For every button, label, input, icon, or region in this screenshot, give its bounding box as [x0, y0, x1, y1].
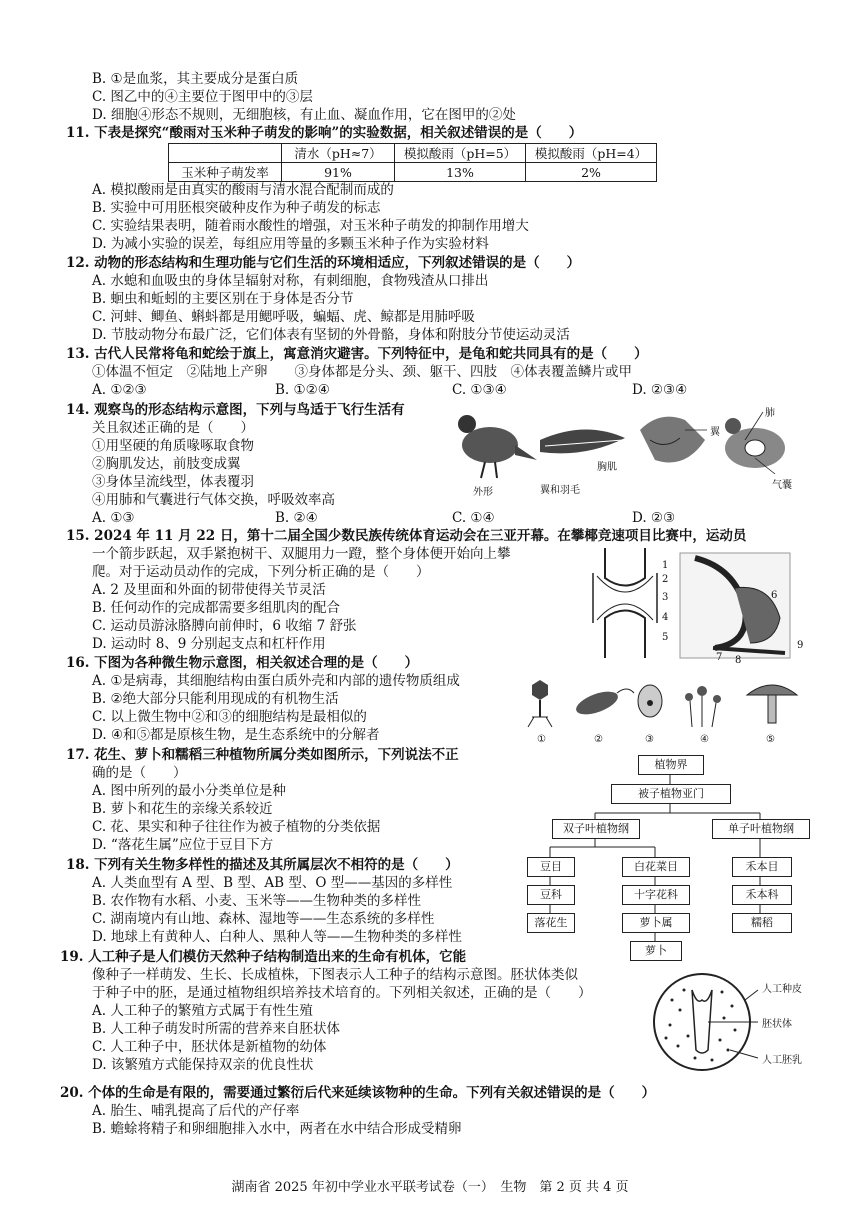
q16-option-d: D. ④和⑤都是原核生物，是生态系统中的分解者	[92, 727, 380, 743]
table-row-label: 玉米种子萌发率	[169, 163, 282, 182]
arm-label-7: 7	[716, 652, 723, 663]
q13-option-d: D. ②③④	[632, 382, 688, 398]
bacterium-icon	[573, 687, 634, 719]
q18-option-d: D. 地球上有黄种人、白种人、黑种人等——生物种类的多样性	[92, 929, 462, 945]
artificial-seed-figure	[650, 970, 760, 1080]
q13-option-a: A. ①②③	[92, 382, 147, 398]
q13-option-c: C. ①③④	[452, 382, 507, 398]
question-19: 19. 人工种子是人们模仿天然种子结构制造出来的生命有机体，它能	[60, 949, 467, 965]
table-header-cell: 模拟酸雨（pH=5）	[395, 144, 526, 163]
pigeon-outline-icon	[458, 415, 537, 478]
family-crucifer-box: 十字花科	[622, 885, 690, 905]
joint-arm-figure	[585, 548, 810, 663]
q17-option-c: C. 花、果实和种子往往作为被子植物的分类依据	[92, 819, 381, 835]
species-radish-box: 萝卜	[630, 941, 682, 961]
family-grass-box: 禾本科	[732, 885, 792, 905]
q19-option-b: B. 人工种子萌发时所需的营养来自胚状体	[92, 1021, 341, 1037]
q14-option-d: D. ②③	[632, 510, 676, 526]
q18-option-c: C. 湖南境内有山地、森林、湿地等——生态系统的多样性	[92, 911, 435, 927]
microbe-label-5: ⑤	[766, 734, 775, 745]
question-15-cont1: 一个箭步跃起，双手紧抱树干、双腿用力一蹬，整个身体便开始向上攀	[92, 546, 511, 562]
table-header-row	[169, 144, 657, 163]
q12-option-c: C. 河蚌、鲫鱼、蝌蚪都是用鳃呼吸，蝙蝠、虎、鲸都是用肺呼吸	[92, 309, 475, 325]
monocot-box: 单子叶植物纲	[712, 819, 810, 839]
q15-option-d: D. 运动时 8、9 分别起支点和杠杆作用	[92, 636, 326, 652]
lung-air-sac-icon	[725, 418, 785, 468]
glutinous-rice-box: 糯稻	[732, 913, 792, 933]
microbe-label-2: ②	[594, 734, 603, 745]
question-14-cont: 关且叙述正确的是（ ）	[92, 420, 254, 436]
question-17: 17. 花生、萝卜和糯稻三种植物所属分类如图所示，下列说法不正	[66, 747, 459, 763]
q11-option-a: A. 模拟酸雨是由真实的酸雨与清水混合配制而成的	[92, 182, 394, 198]
q14-statement-1: ①用坚硬的角质喙啄取食物	[92, 438, 254, 454]
q16-option-a: A. ①是病毒，其细胞结构由蛋白质外壳和内部的遗传物质组成	[92, 673, 460, 689]
joint-label-2: 2	[662, 574, 669, 585]
joint-label-1: 1	[662, 560, 669, 571]
q17-option-b: B. 萝卜和花生的亲缘关系较近	[92, 801, 273, 817]
bird-label-shape: 外形	[473, 487, 493, 498]
q14-statement-4: ④用肺和气囊进行气体交换，呼吸效率高	[92, 492, 335, 508]
q18-option-a: A. 人类血型有 A 型、B 型、AB 型、O 型——基因的多样性	[92, 875, 453, 891]
q14-option-c: C. ①④	[452, 510, 495, 526]
question-15-cont2: 爬。对于运动员动作的完成，下列分析正确的是（ ）	[92, 564, 430, 580]
joint-label-3: 3	[662, 592, 669, 603]
seed-label-coat: 人工种皮	[762, 984, 802, 995]
page-footer: 湖南省 2025 年初中学业水平联考试卷（一） 生物 第 2 页 共 4 页	[231, 1180, 629, 1195]
yeast-icon	[638, 685, 662, 717]
microbe-label-3: ③	[645, 734, 654, 745]
bird-structure-figure	[445, 400, 805, 500]
bird-label-wing: 翼	[710, 427, 720, 438]
table-header-cell: 清水（pH≈7）	[282, 144, 395, 163]
q13-option-b: B. ①②④	[275, 382, 330, 398]
question-19-cont1: 像种子一样萌发、生长、长成植株，下图表示人工种子的结构示意图。胚状体类似	[92, 967, 578, 983]
question-12: 12. 动物的形态结构和生理功能与它们生活的环境相适应，下列叙述错误的是（ ）	[66, 255, 581, 271]
bird-label-muscle: 胸肌	[597, 462, 617, 473]
virus-icon	[528, 680, 552, 727]
table-cell: 13%	[395, 163, 526, 182]
seed-label-endosperm: 人工胚乳	[762, 1055, 802, 1066]
q11-option-d: D. 为减小实验的误差，每组应用等量的多颗玉米种子作为实验材料	[92, 236, 489, 252]
question-14: 14. 观察鸟的形态结构示意图，下列与鸟适于飞行生活有	[66, 402, 405, 418]
arm-label-8: 8	[735, 655, 742, 666]
bird-label-wing-feather: 翼和羽毛	[540, 485, 580, 496]
q15-option-a: A. 2 及里面和外面的韧带使得关节灵活	[92, 582, 326, 598]
order-poales-box: 禾本目	[732, 857, 792, 877]
option-b-line: B. ①是血浆，其主要成分是蛋白质	[92, 71, 299, 87]
question-15: 15. 2024 年 11 月 22 日，第十二届全国少数民族传统体育运动会在三亚开幕。在攀椰竞速项目比赛中，运动员	[66, 528, 747, 544]
genus-radish-box: 萝卜属	[622, 913, 690, 933]
microbes-figure	[522, 675, 812, 730]
germination-table	[168, 143, 657, 182]
q18-option-b: B. 农作物有水稻、小麦、玉米等——生物种类的多样性	[92, 893, 422, 909]
q16-option-b: B. ②绝大部分只能利用现成的有机物生活	[92, 691, 339, 707]
bird-label-air-sac: 气囊	[772, 480, 792, 491]
table-header-cell	[169, 144, 282, 163]
q19-option-a: A. 人工种子的繁殖方式属于有性生殖	[92, 1003, 313, 1019]
question-17-cont: 确的是（ ）	[92, 765, 187, 781]
order-legume-box: 豆目	[527, 857, 575, 877]
wing-feather-icon	[540, 429, 625, 453]
q14-option-a: A. ①③	[92, 510, 135, 526]
breast-muscle-icon	[640, 417, 705, 463]
q11-option-b: B. 实验中可用胚根突破种皮作为种子萌发的标志	[92, 200, 381, 216]
q17-option-a: A. 图中所列的最小分类单位是种	[92, 783, 286, 799]
q12-option-b: B. 蛔虫和蚯蚓的主要区别在于身体是否分节	[92, 291, 354, 307]
q20-option-b: B. 蟾蜍将精子和卵细胞排入水中，两者在水中结合形成受精卵	[92, 1121, 462, 1137]
table-cell: 91%	[282, 163, 395, 182]
joint-label-5: 5	[662, 632, 669, 643]
q14-statement-2: ②胸肌发达，前肢变成翼	[92, 456, 241, 472]
family-legume-box: 豆科	[527, 885, 575, 905]
arm-label-6: 6	[771, 590, 778, 601]
question-13: 13. 古代人民常将龟和蛇绘于旗上，寓意消灾避害。下列特征中，是龟和蛇共同具有的是（ ）	[66, 346, 648, 362]
table-header-cell: 模拟酸雨（pH=4）	[526, 144, 657, 163]
q13-statements: ①体温不恒定 ②陆地上产卵 ③身体都是分头、颈、躯干、四肢 ④体表覆盖鳞片或甲	[92, 364, 632, 380]
option-d-line: D. 细胞④形态不规则，无细胞核，有止血、凝血作用，它在图甲的②处	[92, 107, 516, 123]
joint-label-4: 4	[662, 612, 669, 623]
q17-option-d: D. “落花生属”应位于豆目下方	[92, 837, 274, 853]
q15-option-b: B. 任何动作的完成都需要多组肌肉的配合	[92, 600, 341, 616]
mold-icon	[685, 686, 721, 727]
question-11: 11. 下表是探究“酸雨对玉米种子萌发的影响”的实验数据，相关叙述错误的是（ ）	[66, 125, 583, 141]
dicot-box: 双子叶植物纲	[552, 819, 640, 839]
joint-diagram-icon	[593, 548, 657, 658]
table-row	[169, 163, 657, 182]
q14-statement-3: ③身体呈流线型，体表覆羽	[92, 474, 254, 490]
q14-option-b: B. ②④	[275, 510, 318, 526]
table-cell: 2%	[526, 163, 657, 182]
microbe-label-1: ①	[537, 734, 546, 745]
seed-label-embryoid: 胚状体	[762, 1019, 792, 1030]
genus-peanut-box: 落花生	[527, 913, 575, 933]
question-20: 20. 个体的生命是有限的，需要通过繁衍后代来延续该物种的生命。下列有关叙述错误的是（ ）	[60, 1085, 656, 1101]
microbe-label-4: ④	[700, 734, 709, 745]
subphylum-box: 被子植物亚门	[611, 784, 731, 804]
q11-option-c: C. 实验结果表明，随着雨水酸性的增强，对玉米种子萌发的抑制作用增大	[92, 218, 529, 234]
bird-label-lung: 肺	[765, 408, 775, 419]
q20-option-a: A. 胎生、哺乳提高了后代的产仔率	[92, 1103, 300, 1119]
arm-muscle-icon	[680, 553, 790, 658]
arm-label-9: 9	[797, 640, 804, 651]
question-18: 18. 下列有关生物多样性的描述及其所属层次不相符的是（ ）	[66, 857, 459, 873]
question-19-cont2: 于种子中的胚，是通过植物组织培养技术培育的。下列相关叙述，正确的是（ ）	[92, 985, 592, 1001]
q16-option-c: C. 以上微生物中②和③的细胞结构是最相似的	[92, 709, 367, 725]
mushroom-icon	[747, 685, 797, 723]
q19-option-d: D. 该繁殖方式能保持双亲的优良性状	[92, 1057, 314, 1073]
question-16: 16. 下图为各种微生物示意图，相关叙述合理的是（ ）	[66, 655, 419, 671]
order-capparales-box: 白花菜目	[622, 857, 690, 877]
option-c-line: C. 图乙中的④主要位于图甲中的③层	[92, 89, 313, 105]
q15-option-c: C. 运动员游泳胳膊向前伸时，6 收缩 7 舒张	[92, 618, 357, 634]
kingdom-box: 植物界	[638, 755, 704, 775]
q12-option-d: D. 节肢动物分布最广泛，它们体表有坚韧的外骨骼，身体和附肢分节使运动灵活	[92, 327, 570, 343]
q12-option-a: A. 水螅和血吸虫的身体呈辐射对称，有刺细胞，食物残渣从口排出	[92, 273, 489, 289]
q19-option-c: C. 人工种子中，胚状体是新植物的幼体	[92, 1039, 327, 1055]
